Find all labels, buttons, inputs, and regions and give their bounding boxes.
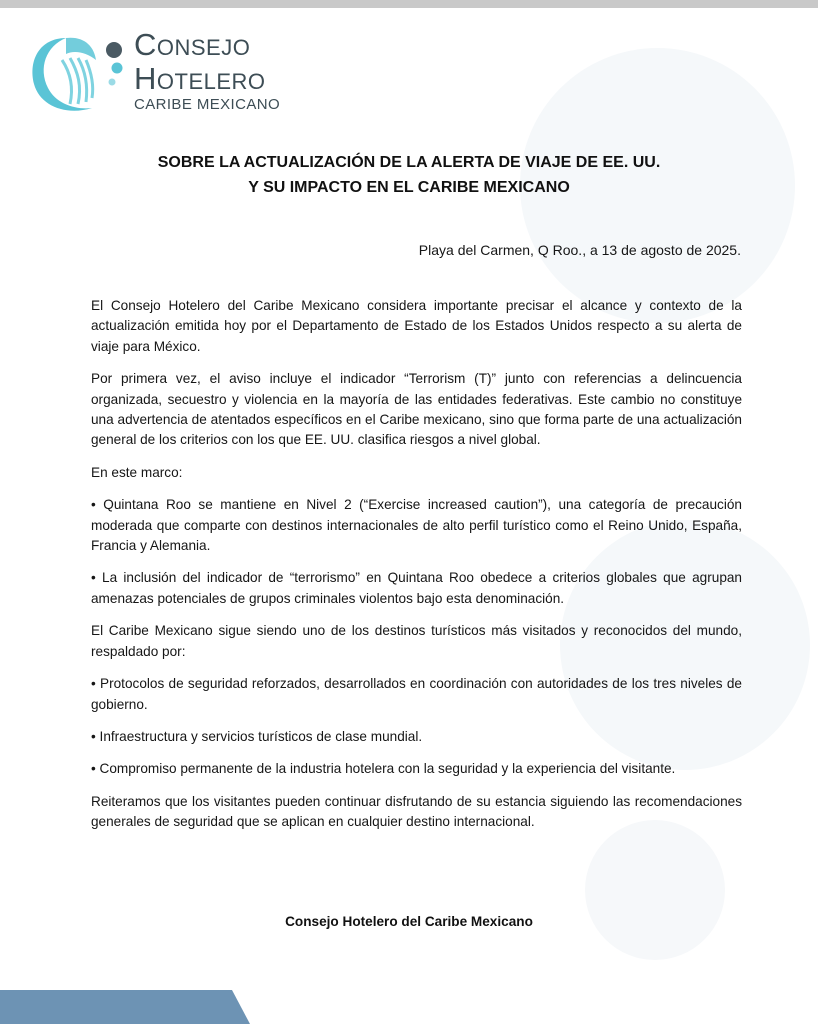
logo-text-hotelero: Hotelero xyxy=(134,61,266,96)
paragraph: Por primera vez, el aviso incluye el indicador “Terrorism (T)” junto con referencias a delincuencia organizada, secuestro y violencia en la mayoría de las entidades federativas. Este cambio no constituye una advertencia de atentados específicos en el Caribe mexicano, sino que forma parte de una actualización general de los criterios con los que EE. UU. clasifica riesgos a nivel global. xyxy=(91,371,742,448)
footer-decoration xyxy=(0,990,250,1024)
bullet-item: • Protocolos de seguridad reforzados, desarrollados en coordinación con autoridades de los tres niveles de gobierno. xyxy=(91,676,742,712)
paragraph: El Consejo Hotelero del Caribe Mexicano considera importante precisar el alcance y contexto de la actualización emitida hoy por el Departamento de Estado de los Estados Unidos respecto a su alerta de viaje para México. xyxy=(91,298,742,354)
signature: Consejo Hotelero del Caribe Mexicano xyxy=(285,914,533,929)
document-title xyxy=(0,150,818,200)
bullet-item: • La inclusión del indicador de “terrorismo” en Quintana Roo obedece a criterios globales que agrupan amenazas potenciales de grupos criminales violentos bajo esta denominación. xyxy=(91,570,742,606)
date-line: Playa del Carmen, Q Roo., a 13 de agosto de 2025. xyxy=(418,242,741,258)
logo-text-caribe: CARIBE MEXICANO xyxy=(134,96,281,113)
bullet-item: • Compromiso permanente de la industria hotelera con la seguridad y la experiencia del visitante. xyxy=(91,761,676,777)
logo-text-consejo: Consejo xyxy=(134,27,251,62)
title-line-2: Y SU IMPACTO EN EL CARIBE MEXICANO xyxy=(248,179,570,196)
wave-logo-icon xyxy=(26,30,126,116)
organization-logo xyxy=(26,28,286,120)
title-line-1: SOBRE LA ACTUALIZACIÓN DE LA ALERTA DE VIAJE DE EE. UU. xyxy=(157,154,661,171)
paragraph: En este marco: xyxy=(91,464,183,480)
document-body xyxy=(91,296,742,845)
paragraph: Reiteramos que los visitantes pueden continuar disfrutando de su estancia siguiendo las recomendaciones generales de seguridad que se aplican en cualquier destino internacional. xyxy=(91,793,742,830)
bullet-item: • Infraestructura y servicios turísticos de clase mundial. xyxy=(91,728,423,744)
paragraph: El Caribe Mexicano sigue siendo uno de los destinos turísticos más visitados y reconocidos del mundo, respaldado por: xyxy=(91,623,742,659)
top-edge-bar xyxy=(0,0,818,8)
bullet-item: • Quintana Roo se mantiene en Nivel 2 (“Exercise increased caution”), una categoría de precaución moderada que comparte con destinos internacionales de alto perfil turístico como el Reino Unido, España, Francia y Alemania. xyxy=(91,497,742,554)
